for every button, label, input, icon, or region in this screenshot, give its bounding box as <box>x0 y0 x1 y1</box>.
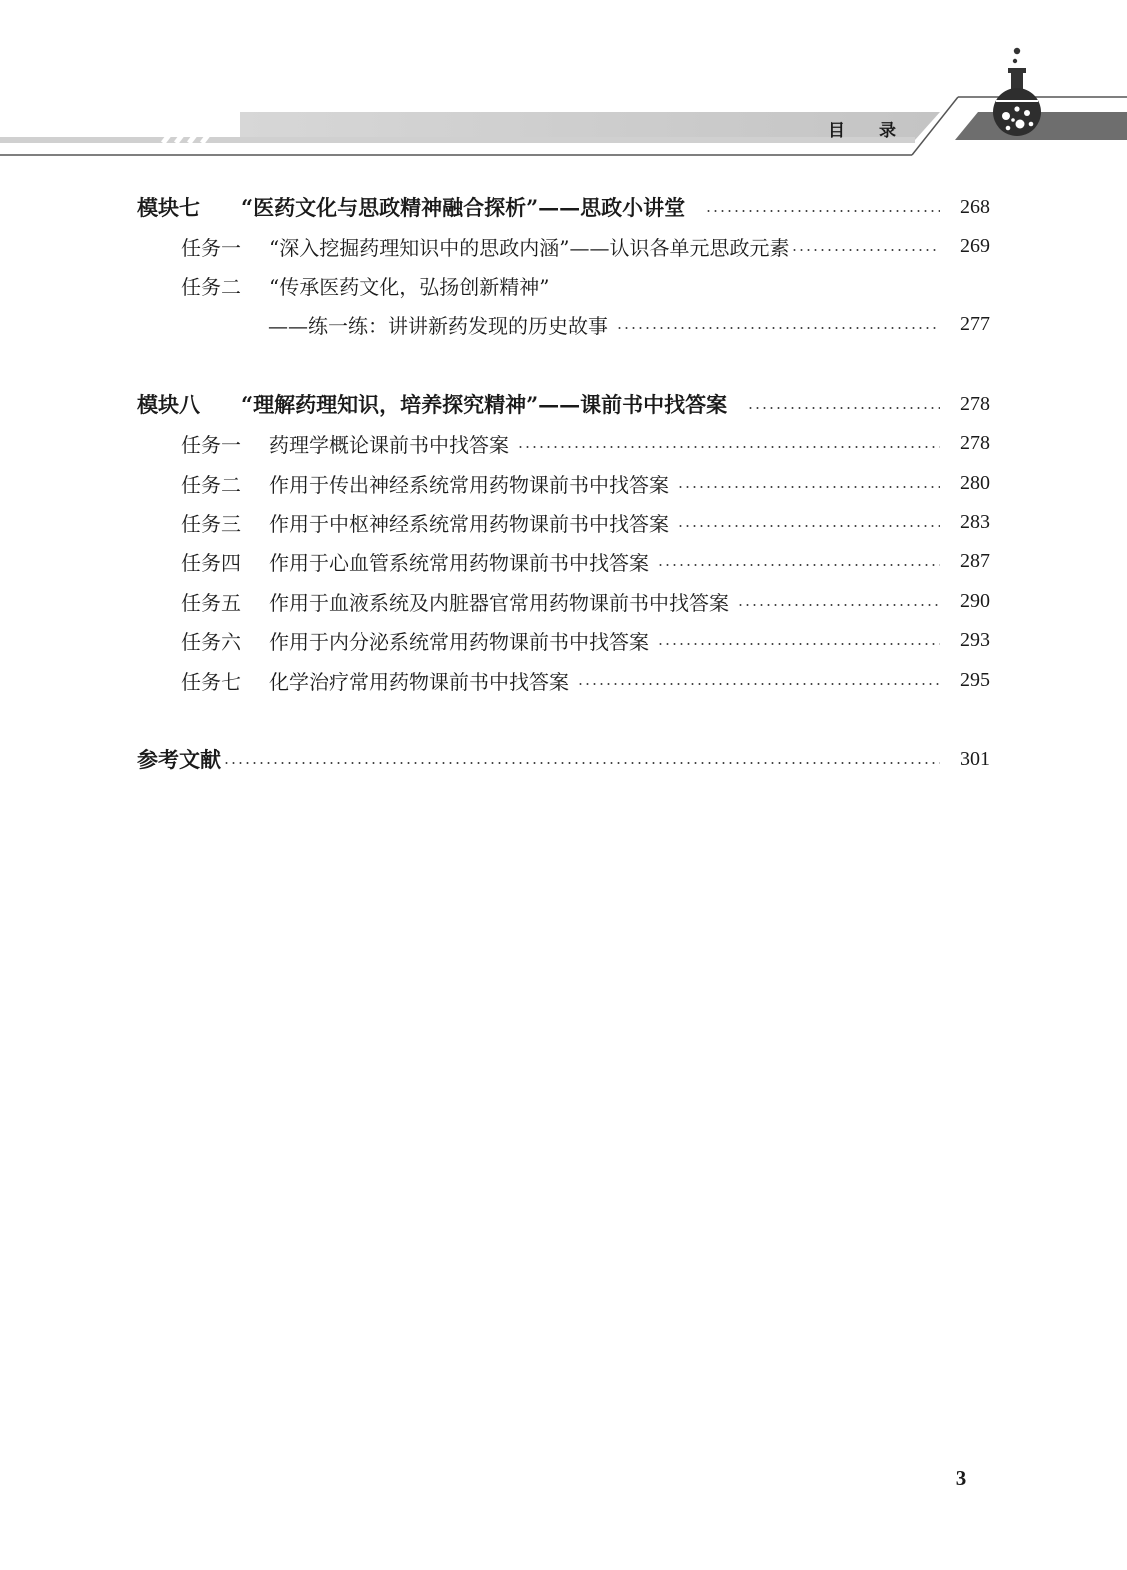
dot-leader <box>517 443 940 451</box>
task-label: 任务六 <box>181 629 241 654</box>
task-label: 任务二 <box>181 274 241 299</box>
page-ref: 287 <box>960 549 990 572</box>
task-label: 任务一 <box>181 432 241 457</box>
task-title: 化学治疗常用药物课前书中找答案 <box>269 669 569 694</box>
task-title: 作用于中枢神经系统常用药物课前书中找答案 <box>269 511 669 536</box>
page-ref: 280 <box>960 471 990 494</box>
task-label: 任务四 <box>181 550 241 575</box>
page-ref: 290 <box>960 589 990 612</box>
toc-task[interactable] <box>181 468 990 498</box>
page-ref: 301 <box>960 747 990 770</box>
page-ref: 277 <box>960 312 990 335</box>
toc-task[interactable] <box>181 586 990 616</box>
dot-leader <box>705 207 940 215</box>
task-title: 作用于传出神经系统常用药物课前书中找答案 <box>269 472 669 497</box>
header-band <box>0 0 1127 165</box>
task-label: 任务七 <box>181 669 241 694</box>
dot-leader <box>223 759 940 767</box>
dot-leader <box>657 561 940 569</box>
module-label: 模块七 <box>137 195 200 220</box>
toc-task[interactable] <box>181 231 990 261</box>
references-title: 参考文献 <box>137 747 221 772</box>
module-label: 模块八 <box>137 392 200 417</box>
page-ref: 295 <box>960 668 990 691</box>
task-label: 任务五 <box>181 590 241 615</box>
task-title: 药理学概论课前书中找答案 <box>269 432 509 457</box>
page-ref: 268 <box>960 195 990 218</box>
toc-task[interactable] <box>181 546 990 576</box>
dot-leader <box>677 483 940 491</box>
dot-leader <box>791 246 940 254</box>
header-graphic <box>0 0 1127 165</box>
toc-task[interactable] <box>181 428 990 458</box>
page-ref: 278 <box>960 392 990 415</box>
toc-module-8[interactable] <box>137 389 990 419</box>
dot-leader <box>747 404 940 412</box>
dot-leader <box>616 324 940 332</box>
task-label: 任务三 <box>181 511 241 536</box>
task-title: “深入挖掘药理知识中的思政内涵”——认识各单元思政元素 <box>269 235 790 260</box>
toc-task[interactable] <box>181 270 990 300</box>
toc-references[interactable] <box>137 744 990 774</box>
dot-leader <box>677 522 940 530</box>
task-subtitle: ——练一练：讲讲新药发现的历史故事 <box>268 313 608 338</box>
toc-task[interactable] <box>181 665 990 695</box>
task-label: 任务一 <box>181 235 241 260</box>
task-label: 任务二 <box>181 472 241 497</box>
task-title: 作用于内分泌系统常用药物课前书中找答案 <box>269 629 649 654</box>
toc-module-7[interactable] <box>137 192 990 222</box>
page-number: 3 <box>955 1466 967 1490</box>
task-title: “传承医药文化，弘扬创新精神” <box>269 274 550 299</box>
header-title: 目录 <box>828 121 930 141</box>
task-title: 作用于血液系统及内脏器官常用药物课前书中找答案 <box>269 590 729 615</box>
toc-task-continuation[interactable] <box>268 309 990 339</box>
page-ref: 269 <box>960 234 990 257</box>
dot-leader <box>737 601 940 609</box>
dot-leader <box>657 640 940 648</box>
toc-task[interactable] <box>181 507 990 537</box>
dot-leader <box>577 680 940 688</box>
module-title: “医药文化与思政精神融合探析”——思政小讲堂 <box>241 195 686 220</box>
page-ref: 278 <box>960 431 990 454</box>
flask-icon <box>993 48 1041 136</box>
toc-task[interactable] <box>181 625 990 655</box>
module-title: “理解药理知识，培养探究精神”——课前书中找答案 <box>241 392 728 417</box>
page-ref: 283 <box>960 510 990 533</box>
page-ref: 293 <box>960 628 990 651</box>
task-title: 作用于心血管系统常用药物课前书中找答案 <box>269 550 649 575</box>
